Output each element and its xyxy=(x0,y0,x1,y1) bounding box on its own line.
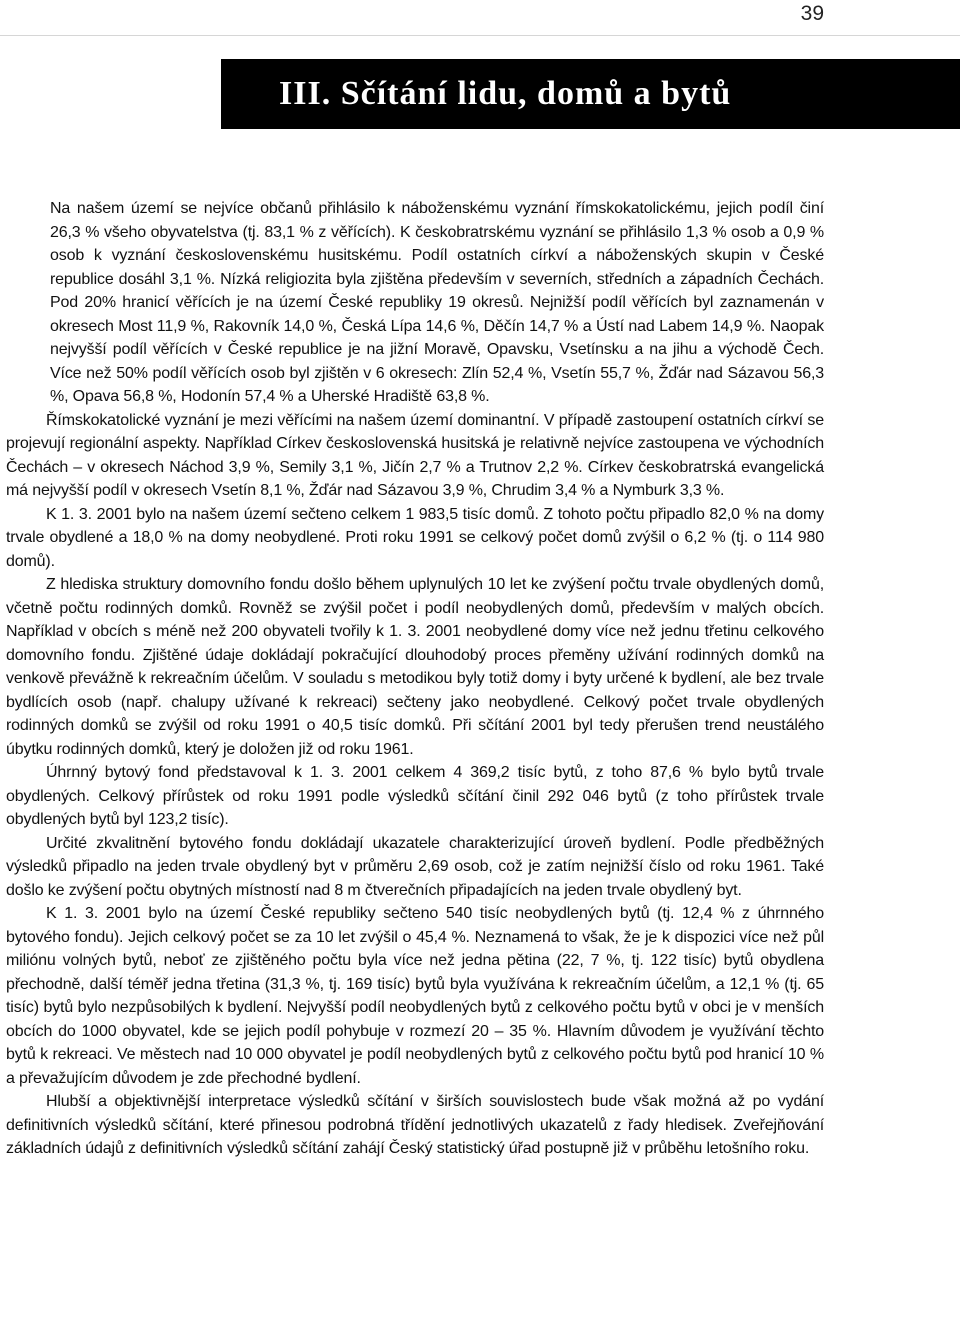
paragraph-dwellings-total: Úhrnný bytový fond představoval k 1. 3. 2001 celkem 4 369,2 tisíc bytů, z toho 87,6 % bylo bytů trvale obydlených. Celkový přírůstek od roku 1991 podle výsledků sčítání činil 292 046 bytů (z toho přírůstek trvale obydlených bytů byl 123,2 tisíc). xyxy=(6,764,824,828)
page-number: 39 xyxy=(800,2,824,25)
paragraph-housing-structure: Z hlediska struktury domovního fondu došlo během uplynulých 10 let ke zvýšení počtu trvale obydlených domů, včetně počtu rodinných domků. Rovněž se zvýšil počet i podíl neobydlených domů, především v malých obcích. Například v obcích s méně než 200 obyvateli tvořily k 1. 3. 2001 neobydlené domy více než jednu třetinu celkového domovního fondu. Zjištěné údaje dokládají pokračující dlouhodobý proces přeměny užívání rodinných domků na venkově převážně k rekreačním účelům. V souladu s metodikou byly totiž domy i byty určené k bydlení, ale bez trvale bydlících osob (např. chalupy užívané k rekreaci) sečteny jako neobydlené. Celkový počet trvale obydlených rodinných domků se zvýšil od roku 1991 o 40,5 tisíc domků. Při sčítání 2001 byl tedy přerušen trend neustálého úbytku rodinných domků, který je doložen již od roku 1961. xyxy=(6,576,824,758)
paragraph-housing-quality: Určité zkvalitnění bytového fondu dokládají ukazatele charakterizující úroveň bydlení. Podle předběžných výsledků připadlo na jeden trvale obydlený byt v průměru 2,69 osob, což je zatím nejnižší číslo od roku 1961. Také došlo ke zvýšení počtu obytných místností nad 8 m čtverečních připadajících na jeden trvale obydlený byt. xyxy=(6,834,824,899)
paragraph-unoccupied-dwellings: K 1. 3. 2001 bylo na území České republiky sečteno 540 tisíc neobydlených bytů (tj. 12,4 % z úhrnného bytového fondu). Jejich celkový počet se za 10 let zvýšil o 45,4 %. Neznamená to však, že je k dispozici více než půl miliónu volných bytů, neboť ze zjištěného počtu byla více než jedna pětina (22, 7 %, tj. 122 tisíc) bytů obydlena přechodně, další téměř jedna třetina (31,3 %, tj. 169 tisíc) bytů byla využívána k rekreačním účelům, a 12,1 % (tj. 65 tisíc) bytů bylo nezpůsobilých k bydlení. Nejvyšší podíl neobydlených bytů z celkového počtu bytů v obci je v menších obcích do 1000 obyvatel, kde se jejich podíl pohybuje v rozmezí 20 – 35 %. Hlavním důvodem je využívání těchto bytů k rekreaci. Ve městech nad 10 000 obyvatel je podíl neobydlených bytů z celkového počtu bytů pod hranicí 10 % a převažujícím důvodem je zde přechodné bydlení. xyxy=(6,905,824,1087)
paragraph-houses-total: K 1. 3. 2001 bylo na našem území sečteno celkem 1 983,5 tisíc domů. Z tohoto počtu připadlo 82,0 % na domy trvale obydlené a 18,0 % na domy neobydlené. Proti roku 1991 se celkový počet domů zvýšil o 6,2 % (tj. o 114 980 domů). xyxy=(6,505,824,570)
paragraph-conclusion: Hlubší a objektivnější interpretace výsledků sčítání v širších souvislostech bude však možná až po vydání definitivních výsledků sčítání, které přinesou podrobná třídění jednotlivých ukazatelů z řady hledisek. Zveřejňování základních údajů z definitivních výsledků sčítání zahájí Český statistický úřad postupně již v průběhu letošního roku. xyxy=(6,1093,824,1157)
header-divider xyxy=(0,35,960,36)
paragraph-churches: Římskokatolické vyznání je mezi věřícími na našem území dominantní. V případě zastoupení ostatních církví se projevují regionální aspekty. Například Církev československá husitská je relativně nejvíce zastoupena ve východních Čechách – v okresech Náchod 3,9 %, Semily 3,1 %, Jičín 2,7 % a Trutnov 2,2 %. Církev českobratrská evangelická má nejvyšší podíl v okresech Vsetín 8,1 %, Žďár nad Sázavou 3,9 %, Chrudim 3,4 % a Nymburk 3,3 %. xyxy=(6,411,824,499)
paragraph-religion: Na našem území se nejvíce občanů přihlásilo k náboženskému vyznání římskokatolickému, jejich podíl činí 26,3 % všeho obyvatelstva (tj. 83,1 % z věřících). K českobratrskému vyznání se přihlásilo 1,3 % osob a 0,9 % osob k vyznání československému husitskému. Podíl ostatních církví a náboženských skupin v České republice dosáhl 3,1 %. Nízká religiozita byla zjištěna především v severních, středních a západních Čechách. Pod 20% hranicí věřících je na území České republiky 19 okresů. Nejnižší podíl věřících byl zaznamenán v okresech Most 11,9 %, Rakovník 14,0 %, Česká Lípa 14,6 %, Děčín 14,7 % a Ústí nad Labem 14,9 %. Naopak nejvyšší podíl věřících v České republice je na jižní Moravě, Opavsku, Vsetínsku a na jihu a východě Čech. Více než 50% podíl věřících osob byl zjištěn v 6 okresech: Zlín 52,4 %, Vsetín 55,7 %, Žďár nad Sázavou 56,3 %, Opava 56,8 %, Hodonín 57,4 % a Uherské Hradiště 63,8 %. xyxy=(50,200,824,405)
chapter-title: III. Sčítání lidu, domů a bytů xyxy=(279,75,732,112)
article-body xyxy=(6,197,824,1161)
chapter-title-bar xyxy=(221,59,960,129)
